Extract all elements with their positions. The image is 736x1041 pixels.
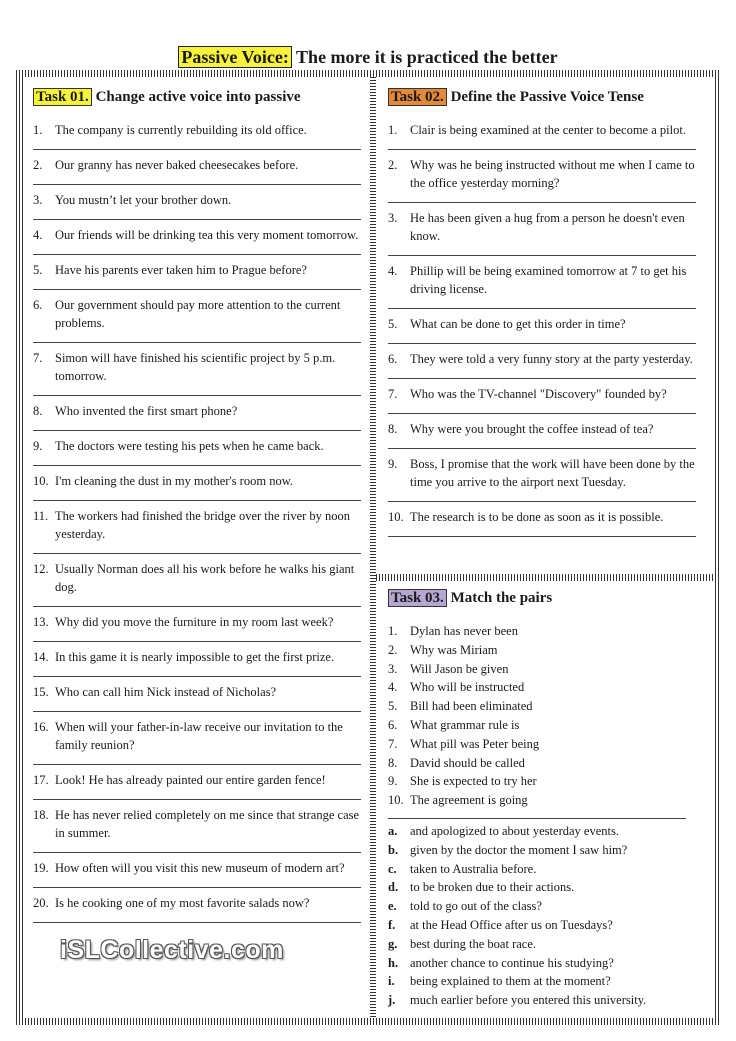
item-number: 8. [33,404,43,418]
item-text: and apologized to about yesterday events. [410,824,619,838]
item-text: I'm cleaning the dust in my mother's room now. [55,474,294,488]
list-item [388,641,688,659]
list-item [33,402,361,431]
item-text: You mustn’t let your brother down. [55,193,232,207]
item-text: given by the doctor the moment I saw him? [410,842,628,857]
list-item [388,754,688,772]
task3-heading [388,590,552,607]
list-item [388,772,688,790]
item-text: The research is to be done as soon as it is possible. [410,510,664,524]
item-text: They were told a very funny story at the party yesterday. [410,352,693,366]
item-number: 2. [388,158,398,172]
ending-item [388,916,698,934]
item-letter: j. [388,993,396,1008]
list-item [33,226,361,255]
list-item [33,437,361,466]
item-text: Clair is being examined at the center to become a pilot. [410,123,686,137]
list-item [33,859,361,888]
item-number: 7. [388,736,398,751]
item-number: 9. [388,774,398,789]
item-text: The workers had finished the bridge over the river by noon yesterday. [55,509,351,541]
item-text: How often will you visit this new museum of modern art? [55,861,345,875]
item-number: 7. [33,351,43,365]
item-text: Who will be instructed [410,680,525,695]
ending-item [388,991,698,1009]
item-text: Who invented the first smart phone? [55,404,238,418]
item-text: The agreement is going [410,793,528,808]
match-separator [388,818,686,819]
item-letter: h. [388,955,399,970]
task-divider [376,574,713,581]
item-text: When will your father-in-law receive our invitation to the family reunion? [55,720,343,752]
item-number: 14. [33,650,49,664]
item-text: Who was the TV-channel "Discovery" founded by? [410,387,667,401]
item-text: Will Jason be given [410,661,509,676]
title-rest: The more it is practiced the better [296,47,558,67]
list-item [33,648,361,677]
item-letter: e. [388,899,397,914]
item-text: He has never relied completely on me since that strange case in summer. [55,808,360,840]
list-item [388,455,696,502]
item-text: Who can call him Nick instead of Nicholas? [55,685,277,699]
list-item [388,156,696,203]
item-text: What grammar rule is [410,717,520,732]
title-highlight: Passive Voice: [178,46,292,68]
item-letter: f. [388,917,396,932]
item-text: David should be called [410,755,525,770]
item-text: Why were you brought the coffee instead of tea? [410,422,654,436]
task1-title: Change active voice into passive [95,89,301,105]
list-item [33,472,361,501]
list-item [388,209,696,256]
item-text: Have his parents ever taken him to Prague before? [55,263,307,277]
item-number: 2. [388,642,398,657]
item-number: 20. [33,896,49,910]
task1-list [33,121,361,929]
item-letter: d. [388,880,399,895]
list-item [388,791,688,809]
item-letter: i. [388,974,395,989]
list-item [388,262,696,309]
item-number: 17. [33,773,49,787]
ending-item [388,822,698,840]
item-text: to be broken due to their actions. [410,880,575,895]
list-item [33,718,361,765]
list-item [388,385,696,414]
item-number: 4. [388,264,398,278]
item-number: 5. [388,317,398,331]
item-text: She is expected to try her [410,774,537,789]
item-number: 6. [33,298,43,312]
task2-tag: Task 02. [388,88,447,106]
item-number: 7. [388,387,398,401]
list-item [388,420,696,449]
list-item [33,894,361,923]
item-number: 3. [33,193,43,207]
item-text: He has been given a hug from a person he doesn't even know. [410,211,685,243]
item-text: Phillip will be being examined tomorrow at 7 to get his driving license. [410,264,687,296]
item-text: being explained to them at the moment? [410,974,611,989]
list-item [33,191,361,220]
task3-tag: Task 03. [388,589,447,607]
item-number: 12. [33,562,49,576]
item-number: 4. [33,228,43,242]
ending-item [388,972,698,990]
item-number: 10. [33,474,49,488]
item-number: 6. [388,352,398,366]
item-number: 3. [388,211,398,225]
item-text: What pill was Peter being [410,736,540,751]
list-item [388,622,688,640]
item-text: Why did you move the furniture in my room last week? [55,615,334,629]
item-number: 6. [388,717,398,732]
item-number: 18. [33,808,49,822]
ending-item [388,841,698,859]
item-text: told to go out of the class? [410,899,542,914]
ending-item [388,897,698,915]
item-number: 10. [388,793,404,808]
list-item [33,349,361,396]
list-item [33,121,361,150]
item-text: taken to Australia before. [410,861,537,876]
item-text: Our government should pay more attention to the current problems. [55,298,341,330]
list-item [388,697,688,715]
list-item [388,508,696,537]
item-number: 8. [388,422,398,436]
item-number: 2. [33,158,43,172]
item-text: Why was he being instructed without me when I came to the office yesterday morning? [410,158,695,190]
task2-list [388,121,696,543]
column-divider [370,77,376,1018]
list-item [388,660,688,678]
watermark-logo: iSLCollective.com [60,936,284,964]
item-letter: a. [388,824,398,838]
item-number: 9. [33,439,43,453]
list-item [33,296,361,343]
list-item [388,678,688,696]
item-number: 11. [33,509,49,523]
item-text: What can be done to get this order in time? [410,317,626,331]
item-number: 19. [33,861,49,875]
list-item [33,261,361,290]
item-text: Bill had been eliminated [410,699,533,714]
item-text: Boss, I promise that the work will have been done by the time you arrive to the airport next Tuesday. [410,457,695,489]
item-text: Look! He has already painted our entire garden fence! [55,773,326,787]
item-text: Usually Norman does all his work before he walks his giant dog. [55,562,355,594]
item-text: at the Head Office after us on Tuesdays? [410,917,613,932]
item-number: 16. [33,720,49,734]
list-item [33,507,361,554]
item-text: best during the boat race. [410,936,536,951]
item-text: Our granny has never baked cheesecakes before. [55,158,299,172]
task3-endings [388,822,698,1010]
list-item [33,613,361,642]
item-number: 1. [33,123,43,137]
item-letter: g. [388,936,398,951]
list-item [388,716,688,734]
list-item [388,735,688,753]
list-item [33,683,361,712]
item-text: In this game it is nearly impossible to get the first prize. [55,650,335,664]
list-item [33,156,361,185]
task2-heading [388,89,644,106]
item-number: 1. [388,123,398,137]
item-letter: c. [388,861,397,876]
item-text: Simon will have finished his scientific project by 5 p.m. tomorrow. [55,351,336,383]
task1-heading [33,89,301,106]
task2-title: Define the Passive Voice Tense [450,89,644,105]
item-number: 5. [33,263,43,277]
item-number: 13. [33,615,49,629]
item-text: Dylan has never been [410,624,518,638]
item-number: 9. [388,457,398,471]
item-number: 10. [388,510,404,524]
ending-item [388,878,698,896]
task1-tag: Task 01. [33,88,92,106]
item-text: Why was Miriam [410,642,498,657]
item-number: 15. [33,685,49,699]
item-number: 4. [388,680,398,695]
list-item [388,315,696,344]
list-item [388,350,696,379]
page-title [0,47,736,68]
item-text: much earlier before you entered this university. [410,993,647,1008]
item-number: 3. [388,661,398,676]
item-number: 5. [388,699,398,714]
item-number: 8. [388,755,398,770]
task3-starts [388,622,688,810]
item-text: The company is currently rebuilding its old office. [55,123,307,137]
list-item [388,121,696,150]
item-text: Our friends will be drinking tea this very moment tomorrow. [55,228,359,242]
task3-title: Match the pairs [450,590,553,606]
item-number: 1. [388,624,398,638]
list-item [33,560,361,607]
list-item [33,771,361,800]
list-item [33,806,361,853]
item-letter: b. [388,842,399,857]
ending-item [388,860,698,878]
ending-item [388,935,698,953]
item-text: Is he cooking one of my most favorite salads now? [55,896,310,910]
ending-item [388,954,698,972]
item-text: another chance to continue his studying? [410,955,614,970]
item-text: The doctors were testing his pets when he came back. [55,439,324,453]
